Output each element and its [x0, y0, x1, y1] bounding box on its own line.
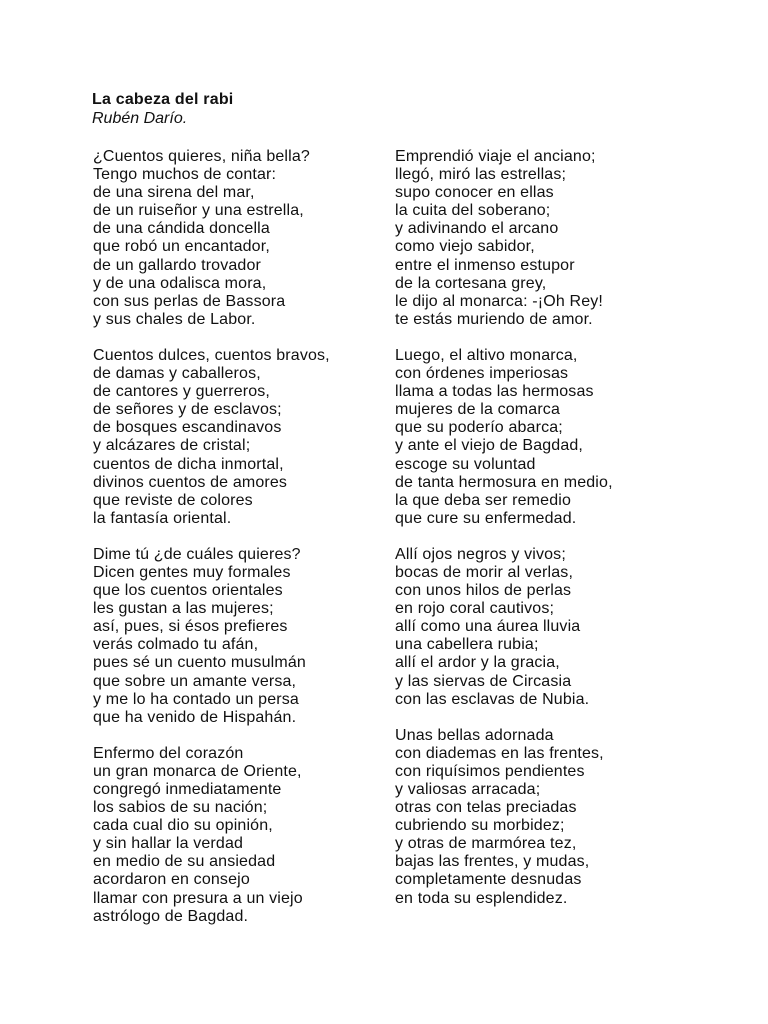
verse-line: que cure su enfermedad. — [395, 509, 577, 527]
verse-line: Emprendió viaje el anciano; — [395, 148, 596, 165]
verse-line: completamente desnudas — [395, 871, 582, 889]
verse-line: con riquísimos pendientes — [395, 762, 585, 780]
verse-line: que ha venido de Hispahán. — [93, 708, 297, 726]
verse-line: una cabellera rubia; — [395, 636, 539, 654]
verse-line: cubriendo su morbidez; — [395, 817, 565, 835]
verse-line: un gran monarca de Oriente, — [93, 762, 302, 780]
verse-line: llegó, miró las estrellas; — [395, 166, 567, 184]
verse-line: de cantores y guerreros, — [93, 383, 271, 401]
verse-line: con unos hilos de perlas — [395, 582, 572, 600]
verse-line: le dijo al monarca: -¡Oh Rey! — [395, 292, 603, 310]
stanza — [395, 546, 695, 709]
verse-line: cada cual dio su opinión, — [93, 817, 273, 835]
verse-line: allí como una áurea lluvia — [395, 618, 581, 636]
poem-title: La cabeza del rabi — [92, 91, 234, 108]
stanza — [93, 148, 393, 329]
verse-line: verás colmado tu afán, — [93, 636, 259, 654]
verse-line: les gustan a las mujeres; — [93, 600, 274, 618]
verse-line: bajas las frentes, y mudas, — [395, 853, 590, 871]
verse-line: y alcázares de cristal; — [93, 437, 251, 455]
verse-line: congregó inmediatamente — [93, 781, 282, 798]
verse-line: en rojo coral cautivos; — [395, 600, 555, 618]
verse-line: como viejo sabidor, — [395, 238, 535, 256]
verse-line: de un ruiseñor y una estrella, — [93, 202, 304, 220]
verse-line: de una cándida doncella — [93, 220, 270, 238]
stanza — [395, 148, 695, 329]
stanza — [93, 546, 393, 727]
verse-line: en toda su esplendidez. — [395, 889, 568, 907]
verse-line: allí el ardor y la gracia, — [395, 654, 560, 672]
verse-line: la que deba ser remedio — [395, 491, 572, 509]
verse-line: y sin hallar la verdad — [93, 835, 244, 853]
verse-line: y de una odalisca mora, — [93, 274, 267, 292]
verse-line: llamar con presura a un viejo — [93, 889, 303, 907]
verse-line: y valiosas arracada; — [395, 781, 541, 798]
verse-line: de una sirena del mar, — [93, 184, 255, 202]
verse-line: así, pues, si ésos prefieres — [93, 618, 288, 636]
verse-line: bocas de morir al verlas, — [395, 563, 574, 581]
verse-line: que sobre un amante versa, — [93, 672, 297, 690]
verse-line: otras con telas preciadas — [395, 799, 577, 817]
verse-line: Enfermo del corazón — [93, 744, 244, 762]
poem-column-left — [93, 148, 393, 944]
verse-line: te estás muriendo de amor. — [395, 310, 593, 328]
verse-line: con diademas en las frentes, — [395, 744, 604, 762]
poem-column-right — [395, 148, 695, 926]
verse-line: que los cuentos orientales — [93, 582, 283, 600]
verse-line: y sus chales de Labor. — [93, 310, 256, 328]
verse-line: de la cortesana grey, — [395, 274, 547, 292]
stanza — [93, 745, 393, 926]
verse-line: la fantasía oriental. — [93, 509, 232, 527]
verse-line: que reviste de colores — [93, 491, 253, 509]
verse-line: y las siervas de Circasia — [395, 672, 572, 690]
verse-line: de bosques escandinavos — [93, 419, 282, 437]
verse-line: en medio de su ansiedad — [93, 853, 276, 871]
verse-line: de un gallardo trovador — [93, 256, 262, 274]
verse-line: y adivinando el arcano — [395, 220, 559, 238]
verse-line: Allí ojos negros y vivos; — [395, 545, 566, 563]
verse-line: mujeres de la comarca — [395, 401, 560, 419]
verse-line: Tengo muchos de contar: — [93, 166, 277, 184]
verse-line: ¿Cuentos quieres, niña bella? — [93, 148, 310, 165]
verse-line: llama a todas las hermosas — [395, 383, 594, 401]
verse-line: escoge su voluntad — [395, 455, 536, 473]
stanza — [395, 347, 695, 528]
verse-line: Dicen gentes muy formales — [93, 563, 291, 581]
stanza — [395, 727, 695, 908]
verse-line: con sus perlas de Bassora — [93, 292, 286, 310]
verse-line: Cuentos dulces, cuentos bravos, — [93, 346, 330, 364]
verse-line: supo conocer en ellas — [395, 184, 554, 202]
verse-line: que robó un encantador, — [93, 238, 270, 256]
verse-line: divinos cuentos de amores — [93, 473, 288, 491]
verse-line: y me lo ha contado un persa — [93, 690, 299, 708]
verse-line: Unas bellas adornada — [395, 726, 554, 744]
stanza — [93, 347, 393, 528]
verse-line: y otras de marmórea tez, — [395, 835, 577, 853]
verse-line: con las esclavas de Nubia. — [395, 690, 590, 708]
verse-line: Dime tú ¿de cuáles quieres? — [93, 545, 301, 563]
poem-author: Rubén Darío. — [92, 110, 188, 127]
verse-line: entre el inmenso estupor — [395, 256, 575, 274]
verse-line: la cuita del soberano; — [395, 202, 551, 220]
verse-line: que su poderío abarca; — [395, 419, 563, 437]
verse-line: de señores y de esclavos; — [93, 401, 282, 419]
verse-line: astrólogo de Bagdad. — [93, 907, 249, 925]
verse-line: pues sé un cuento musulmán — [93, 654, 306, 672]
verse-line: acordaron en consejo — [93, 871, 250, 889]
verse-line: cuentos de dicha inmortal, — [93, 455, 284, 473]
verse-line: con órdenes imperiosas — [395, 365, 569, 383]
verse-line: de tanta hermosura en medio, — [395, 473, 613, 491]
verse-line: y ante el viejo de Bagdad, — [395, 437, 584, 455]
verse-line: de damas y caballeros, — [93, 365, 261, 383]
verse-line: los sabios de su nación; — [93, 799, 268, 817]
verse-line: Luego, el altivo monarca, — [395, 346, 578, 364]
